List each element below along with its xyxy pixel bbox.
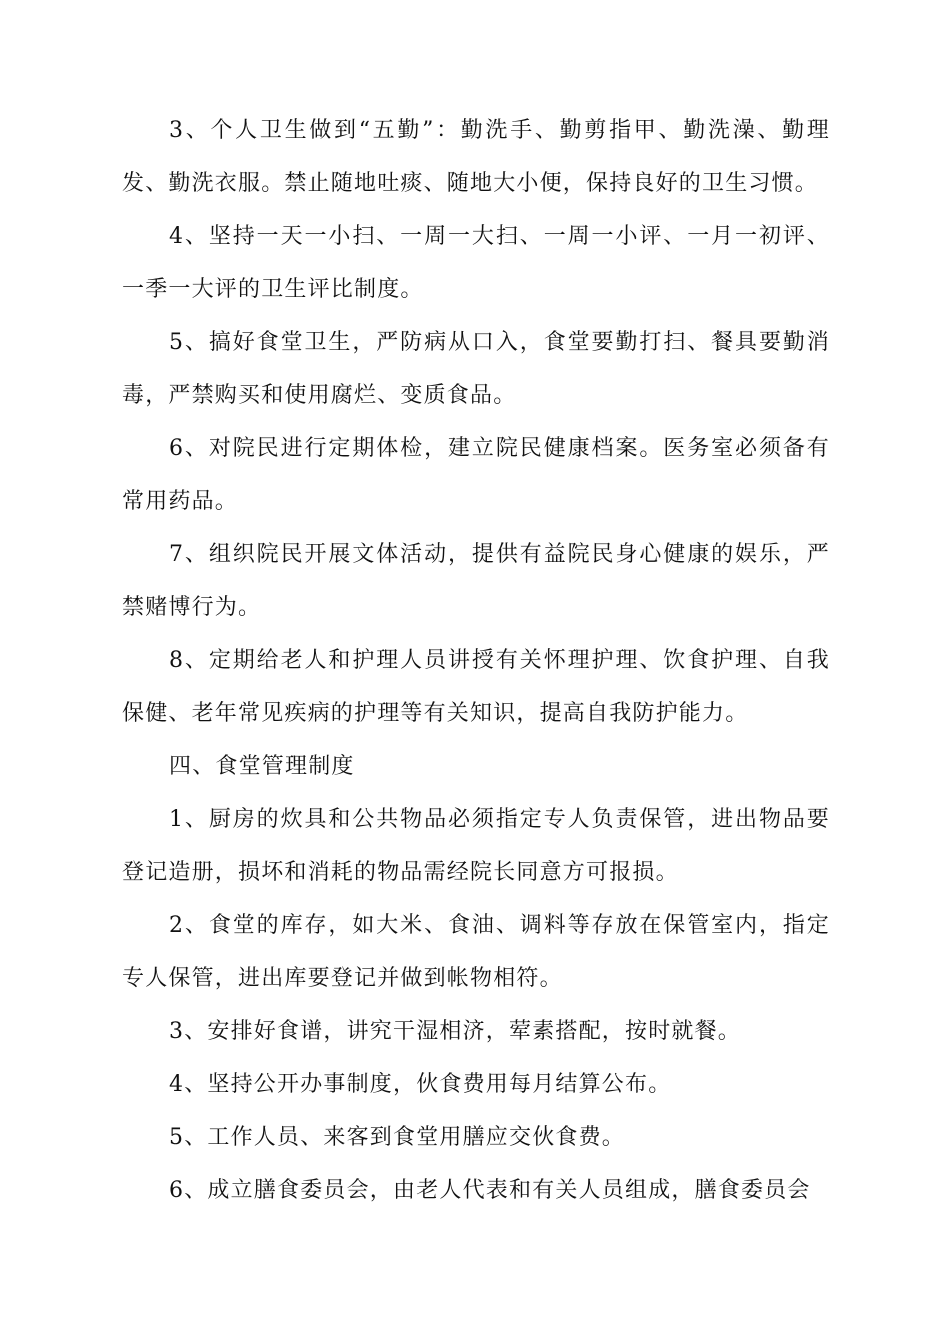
- paragraph-meal-fees: 5、工作人员、来客到食堂用膳应交伙食费。: [169, 1125, 625, 1150]
- paragraph-kitchen-items: 1、厨房的炊具和公共物品必须指定专人负责保管，进出物品要登记造册，损坏和消耗的物品需经院长同意方可报损。: [122, 807, 830, 885]
- document-body: [122, 104, 830, 1217]
- paragraph-menu: 3、安排好食谱，讲究干湿相济，荤素搭配，按时就餐。: [169, 1019, 741, 1044]
- paragraph-recreation: 7、组织院民开展文体活动，提供有益院民身心健康的娱乐，严禁赌博行为。: [122, 542, 830, 620]
- paragraph-hygiene-personal: 3、个人卫生做到“五勤”：勤洗手、勤剪指甲、勤洗澡、勤理发、勤洗衣服。禁止随地吐痰、随地大小便，保持良好的卫生习惯。: [122, 118, 830, 196]
- paragraph-meal-committee: 6、成立膳食委员会，由老人代表和有关人员组成，膳食委员会: [169, 1178, 811, 1203]
- paragraph-health-education: 8、定期给老人和护理人员讲授有关怀理护理、饮食护理、自我保健、老年常见疾病的护理等有关知识，提高自我防护能力。: [122, 648, 830, 726]
- paragraph-health-checkup: 6、对院民进行定期体检，建立院民健康档案。医务室必须备有常用药品。: [122, 436, 830, 514]
- paragraph-cleaning-schedule: 4、坚持一天一小扫、一周一大扫、一周一小评、一月一初评、一季一大评的卫生评比制度。: [122, 224, 830, 302]
- section-heading: 四、食堂管理制度: [169, 754, 355, 779]
- paragraph-open-accounts: 4、坚持公开办事制度，伙食费用每月结算公布。: [169, 1072, 672, 1097]
- paragraph-storage: 2、食堂的库存，如大米、食油、调料等存放在保管室内，指定专人保管，进出库要登记并做到帐物相符。: [122, 913, 830, 991]
- paragraph-canteen-hygiene: 5、搞好食堂卫生，严防病从口入，食堂要勤打扫、餐具要勤消毒，严禁购买和使用腐烂、变质食品。: [122, 330, 830, 408]
